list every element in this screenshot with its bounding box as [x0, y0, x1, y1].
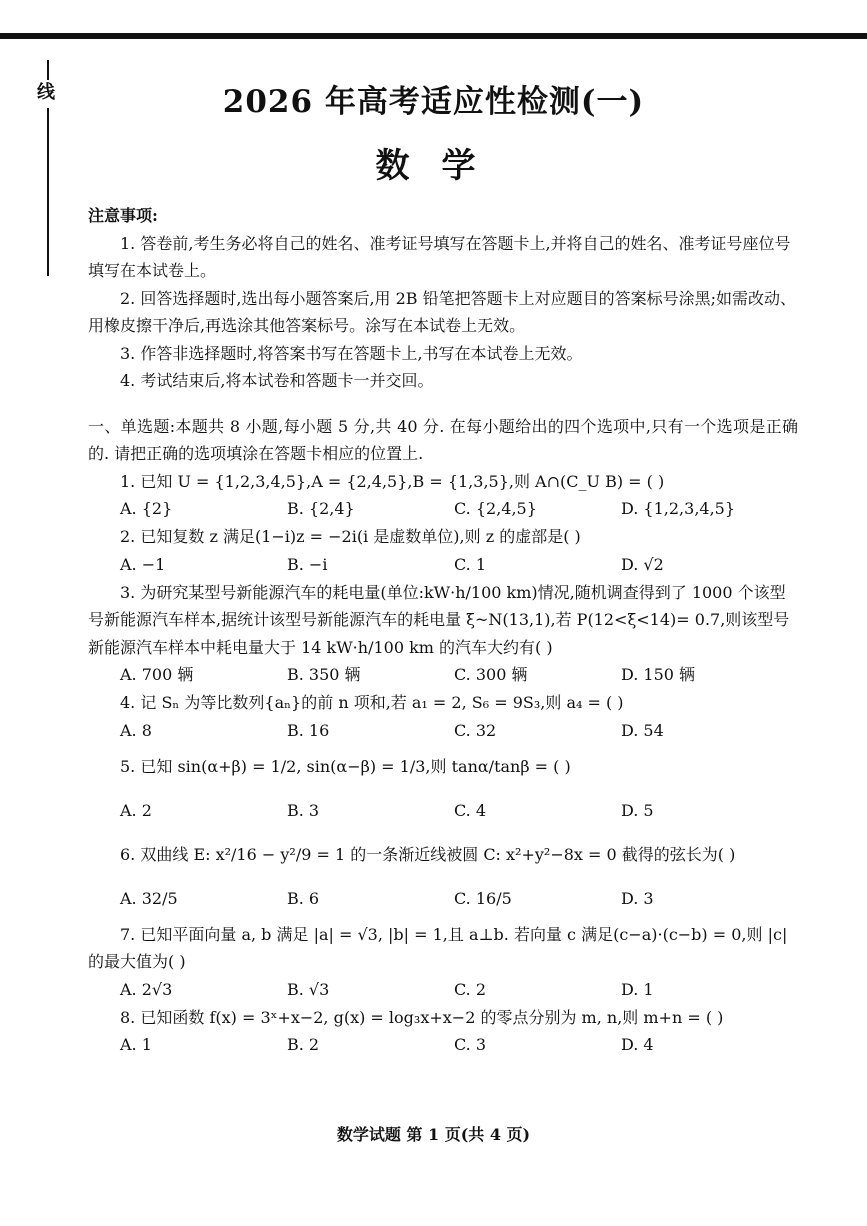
question-7 — [88, 921, 798, 1004]
option-a: A. {2} — [120, 499, 173, 518]
page-footer: 数学试题 第 1 页(共 4 页) — [336, 1125, 531, 1144]
question-stem: 4. 记 Sₙ 为等比数列{aₙ}的前 n 项和,若 a₁ = 2, S₆ = 9S₃,则 a₄ = ( ) — [120, 693, 624, 712]
question-5 — [88, 745, 798, 833]
option-c: C. 4 — [454, 800, 487, 820]
option-b: B. √3 — [287, 979, 330, 999]
option-a: A. 32/5 — [120, 888, 178, 908]
note-item: 2. 回答选择题时,选出每小题答案后,用 2B 铅笔把答题卡上对应题目的答案标号涂黑;如需改动、用橡皮擦干净后,再选涂其他答案标号。涂写在本试卷上无效。 — [88, 288, 797, 335]
question-4 — [88, 689, 798, 745]
note-item: 3. 作答非选择题时,将答案书写在答题卡上,书写在本试卷上无效。 — [120, 343, 583, 363]
option-d: D. 150 辆 — [621, 665, 696, 684]
question-stem: 1. 已知 U = {1,2,3,4,5},A = {2,4,5},B = {1,3,5},则 A∩(C_U B) = ( ) — [120, 471, 665, 491]
question-stem: 7. 已知平面向量 a, b 满足 |a| = √3, |b| = 1,且 a⊥b. 若向量 c 满足(c−a)·(c−b) = 0,则 |c| 的最大值为( ) — [88, 924, 788, 971]
question-stem: 8. 已知函数 f(x) = 3ˣ+x−2, g(x) = log₃x+x−2 的零点分别为 m, n,则 m+n = ( ) — [120, 1007, 724, 1027]
exam-content — [88, 202, 798, 1059]
option-d: D. 5 — [621, 800, 654, 820]
option-c: C. 3 — [454, 1035, 487, 1054]
option-d: D. 4 — [621, 1035, 654, 1054]
question-options — [88, 976, 798, 1004]
option-b: B. 6 — [287, 888, 320, 908]
option-a: A. −1 — [120, 554, 166, 574]
binding-line-lower — [47, 108, 49, 276]
option-d: D. 54 — [621, 720, 664, 740]
option-d: D. 1 — [621, 979, 654, 999]
question-options — [88, 1031, 798, 1059]
option-b: B. 2 — [287, 1035, 320, 1054]
question-stem: 3. 为研究某型号新能源汽车的耗电量(单位:kW·h/100 km)情况,随机调查得到了 1000 个该型号新能源汽车样本,据统计该型号新能源汽车的耗电量 ξ~N(13,1),若 P(12<ξ<14)= 0.7,则该型号新能源汽车样本中耗电量大于 14 kW·h/100 km 的汽车大约有( ) — [88, 582, 790, 657]
subject-title: 数学 — [375, 146, 508, 186]
section-header: 一、单选题:本题共 8 小题,每小题 5 分,共 40 分. 在每小题给出的四个选项中,只有一个选项是正确的. 请把正确的选项填涂在答题卡相应的位置上. — [88, 416, 798, 463]
question-1 — [88, 468, 798, 524]
option-c: C. 32 — [454, 720, 497, 740]
question-options — [88, 551, 798, 579]
question-8 — [88, 1004, 798, 1060]
option-b: B. −i — [287, 554, 328, 574]
option-d: D. {1,2,3,4,5} — [621, 499, 736, 518]
question-stem: 2. 已知复数 z 满足(1−i)z = −2i(i 是虚数单位),则 z 的虚部是( ) — [120, 527, 581, 546]
top-rule — [0, 33, 867, 39]
option-c: C. 1 — [454, 554, 487, 574]
notes-heading: 注意事项: — [88, 206, 158, 225]
option-c: C. 2 — [454, 979, 487, 999]
question-3 — [88, 579, 798, 690]
option-b: B. 350 辆 — [287, 665, 361, 684]
question-6 — [88, 833, 798, 921]
option-a: A. 8 — [120, 720, 152, 740]
option-b: B. {2,4} — [287, 499, 355, 518]
question-options — [88, 877, 798, 921]
option-c: C. {2,4,5} — [454, 499, 537, 518]
option-d: D. 3 — [621, 888, 654, 908]
option-a: A. 2√3 — [120, 979, 173, 999]
option-d: D. √2 — [621, 554, 664, 574]
option-c: C. 16/5 — [454, 888, 512, 908]
option-a: A. 2 — [120, 800, 152, 820]
binding-line-label: 线 — [37, 82, 55, 103]
note-item: 4. 考试结束后,将本试卷和答题卡一并交回。 — [120, 371, 434, 390]
question-stem: 6. 双曲线 E: x²/16 − y²/9 = 1 的一条渐近线被圆 C: x²+y²−8x = 0 截得的弦长为( ) — [120, 844, 736, 864]
option-b: B. 16 — [287, 720, 330, 740]
option-c: C. 300 辆 — [454, 665, 528, 684]
option-a: A. 700 辆 — [120, 665, 194, 684]
note-item: 1. 答卷前,考生务必将自己的姓名、准考证号填写在答题卡上,并将自己的姓名、准考证号座位号填写在本试卷上。 — [88, 233, 791, 280]
question-stem: 5. 已知 sin(α+β) = 1/2, sin(α−β) = 1/3,则 tanα/tanβ = ( ) — [120, 756, 571, 776]
question-options — [88, 495, 798, 523]
option-b: B. 3 — [287, 800, 320, 820]
exam-title: 2026 年高考适应性检测(一) — [222, 84, 645, 120]
question-options — [88, 661, 798, 689]
question-2 — [88, 523, 798, 579]
question-options — [88, 717, 798, 745]
question-options — [88, 789, 798, 833]
option-a: A. 1 — [120, 1035, 152, 1054]
